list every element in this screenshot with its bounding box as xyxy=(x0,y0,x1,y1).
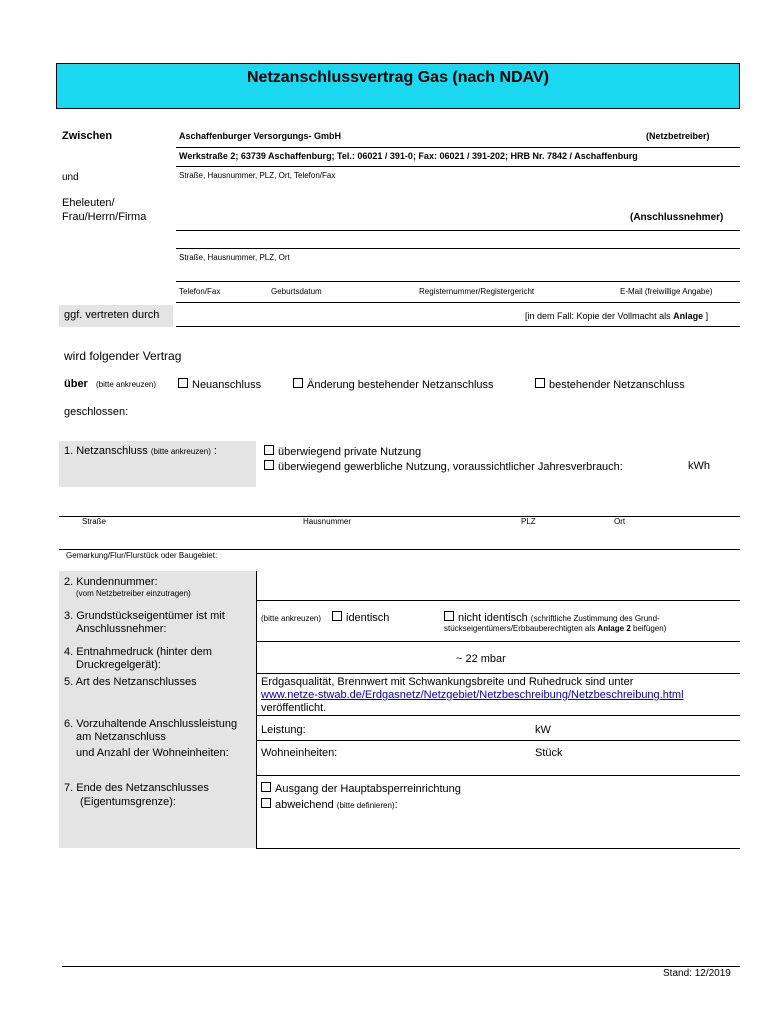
section2-hint: (vom Netzbetreiber einzutragen) xyxy=(76,589,191,598)
company-name: Aschaffenburger Versorgungs- GmbH xyxy=(179,131,342,141)
customer-address-line[interactable] xyxy=(176,248,740,249)
phone-hint: Telefon/Fax xyxy=(179,287,221,296)
section5-text2: veröffentlicht. xyxy=(261,702,327,714)
divider xyxy=(256,775,740,776)
address-line[interactable] xyxy=(59,516,740,517)
kundennummer-line[interactable] xyxy=(256,600,740,601)
divider xyxy=(176,166,740,167)
divider xyxy=(256,715,740,716)
option-private-use[interactable] xyxy=(264,445,421,458)
vollmacht-text: [in dem Fall: Kopie der Vollmacht als xyxy=(525,311,674,321)
gemarkung-line[interactable] xyxy=(59,549,740,550)
anschlussnehmer-role: (Anschlussnehmer) xyxy=(630,212,724,223)
section1-colon: : xyxy=(213,445,217,457)
checkbox-icon[interactable] xyxy=(444,611,454,621)
vollmacht-end: ] xyxy=(703,311,709,321)
section5-text1: Erdgasqualität, Brennwert mit Schwankungsbreite und Ruhedruck sind unter xyxy=(261,676,634,688)
role-open: ( xyxy=(646,131,649,141)
divider xyxy=(256,673,740,674)
section1-title: 1. Netzanschluss xyxy=(64,445,148,457)
option-commercial-use[interactable] xyxy=(264,460,623,473)
define-colon: : xyxy=(394,799,398,811)
housenumber-hint: Hausnummer xyxy=(303,517,352,526)
ort-hint: Ort xyxy=(614,517,626,526)
section2-label: 2. Kundennummer: xyxy=(64,576,158,588)
plz-hint: PLZ xyxy=(521,517,536,526)
ueber-label: über xyxy=(64,378,88,390)
checkbox-icon[interactable] xyxy=(261,798,271,808)
divider xyxy=(176,302,740,303)
column-divider xyxy=(256,571,257,848)
document-title: Netzanschlussvertrag Gas (nach NDAV) xyxy=(246,69,549,86)
section6-label-line1: 6. Vorzuhaltende Anschlussleistung xyxy=(64,718,238,730)
street-hint: Straße xyxy=(82,517,107,526)
option-label: abweichend xyxy=(275,799,334,811)
checkbox-icon[interactable] xyxy=(264,460,274,470)
section1-label xyxy=(64,445,217,457)
divider xyxy=(256,641,740,642)
option-label: Änderung bestehender Netzanschluss xyxy=(307,379,494,391)
contract-intro: wird folgender Vertrag xyxy=(64,349,182,363)
option-label: Ausgang der Hauptabsperreinrichtung xyxy=(275,783,461,795)
kw-unit: kW xyxy=(535,724,551,736)
section6-label-line2: am Netzanschluss xyxy=(76,731,166,743)
leistung-line[interactable] xyxy=(256,740,740,741)
checkbox-icon[interactable] xyxy=(332,611,342,621)
represented-line[interactable] xyxy=(176,326,740,327)
divider xyxy=(256,848,740,849)
zwischen-label: Zwischen xyxy=(62,130,113,142)
option-aenderung[interactable] xyxy=(293,378,494,391)
define-hint: (bitte definieren) xyxy=(336,801,395,810)
consent-note: (schriftliche Zustimmung des Grund- xyxy=(530,614,660,623)
netzbetreiber-role xyxy=(646,131,710,141)
ankreuzen-hint: (bitte ankreuzen) xyxy=(96,380,157,389)
geschlossen-label: geschlossen: xyxy=(64,406,129,418)
section3-ankreuzen: (bitte ankreuzen) xyxy=(261,614,322,623)
section7-label-line2: (Eigentumsgrenze): xyxy=(80,796,176,808)
wohneinheiten-label: Wohneinheiten: xyxy=(261,747,338,759)
section4-label-line2: Druckregelgerät): xyxy=(76,659,161,671)
vollmacht-anlage: Anlage xyxy=(673,311,704,321)
consent-note-end: beifügen) xyxy=(630,624,667,633)
option-nicht-identisch[interactable] xyxy=(444,611,660,624)
section6-label-line3: und Anzahl der Wohneinheiten: xyxy=(76,747,229,759)
register-hint: Registernummer/Registergericht xyxy=(419,287,535,296)
option-ausgang[interactable] xyxy=(261,782,461,795)
address-hint: Straße, Hausnummer, PLZ, Ort, Telefon/Fax xyxy=(179,171,336,180)
role-close: ) xyxy=(706,131,710,141)
divider xyxy=(176,147,740,148)
checkbox-icon[interactable] xyxy=(264,445,274,455)
section3-label-line1: 3. Grundstückseigentümer ist mit xyxy=(64,610,225,622)
role-text: Netzbetreiber xyxy=(649,131,707,141)
option-label: nicht identisch xyxy=(458,612,528,624)
checkbox-icon[interactable] xyxy=(535,378,545,388)
und-label: und xyxy=(62,172,79,183)
gemarkung-hint: Gemarkung/Flur/Flurstück oder Baugebiet: xyxy=(66,551,218,560)
option-label: überwiegend private Nutzung xyxy=(278,446,422,458)
company-address: Werkstraße 2; 63739 Aschaffenburg; Tel.: 06021 / 391-0; Fax: 06021 / 391-202; HRB Nr. 7842 / Aschaffenburg xyxy=(179,151,638,161)
kwh-unit: kWh xyxy=(688,460,710,472)
option-bestehend[interactable] xyxy=(535,378,685,391)
contact-line[interactable] xyxy=(176,281,740,282)
section5-label: 5. Art des Netzanschlusses xyxy=(64,676,197,688)
consent-note-line2 xyxy=(444,624,666,633)
stand-label: Stand: 12/2019 xyxy=(663,968,731,979)
option-label: Neuanschluss xyxy=(192,379,262,391)
represented-label: ggf. vertreten durch xyxy=(64,309,160,321)
birthdate-hint: Geburtsdatum xyxy=(271,287,322,296)
consent-anlage: Anlage 2 xyxy=(597,624,631,633)
checkbox-icon[interactable] xyxy=(293,378,303,388)
checkbox-icon[interactable] xyxy=(261,782,271,792)
entnahmedruck-value: ~ 22 mbar xyxy=(456,653,506,665)
option-identisch[interactable] xyxy=(332,611,389,624)
consent-note-text: stückseigentümers/Erbbauberechtigten als xyxy=(444,624,598,633)
frau-herr-firma-label: Frau/Herrn/Firma xyxy=(62,211,147,223)
section1-ankreuzen: (bitte ankreuzen) xyxy=(150,447,211,456)
option-neuanschluss[interactable] xyxy=(178,378,261,391)
checkbox-icon[interactable] xyxy=(178,378,188,388)
stueck-unit: Stück xyxy=(535,747,563,759)
section7-label-line1: 7. Ende des Netzanschlusses xyxy=(64,782,209,794)
option-label: bestehender Netzanschluss xyxy=(549,379,685,391)
customer-address-hint: Straße, Hausnummer, PLZ, Ort xyxy=(179,253,290,262)
option-label: identisch xyxy=(346,612,390,624)
customer-name-line[interactable] xyxy=(176,230,740,231)
netzbeschreibung-link[interactable]: www.netze-stwab.de/Erdgasnetz/Netzgebiet/Netzbeschreibung/Netzbeschreibung.html xyxy=(261,689,684,701)
option-label: überwiegend gewerbliche Nutzung, voraussichtlicher Jahresverbrauch: xyxy=(278,461,623,473)
vollmacht-note xyxy=(525,311,708,321)
option-abweichend[interactable] xyxy=(261,798,398,811)
eheleute-label: Eheleuten/ xyxy=(62,197,115,209)
netzbeschreibung-link-wrap xyxy=(261,689,684,701)
email-hint: E-Mail (freiwillige Angabe) xyxy=(620,287,713,296)
footer-divider xyxy=(62,966,740,967)
leistung-label: Leistung: xyxy=(261,724,306,736)
section3-label-line2: Anschlussnehmer: xyxy=(76,623,167,635)
section4-label-line1: 4. Entnahmedruck (hinter dem xyxy=(64,646,212,658)
title-banner xyxy=(56,63,740,109)
